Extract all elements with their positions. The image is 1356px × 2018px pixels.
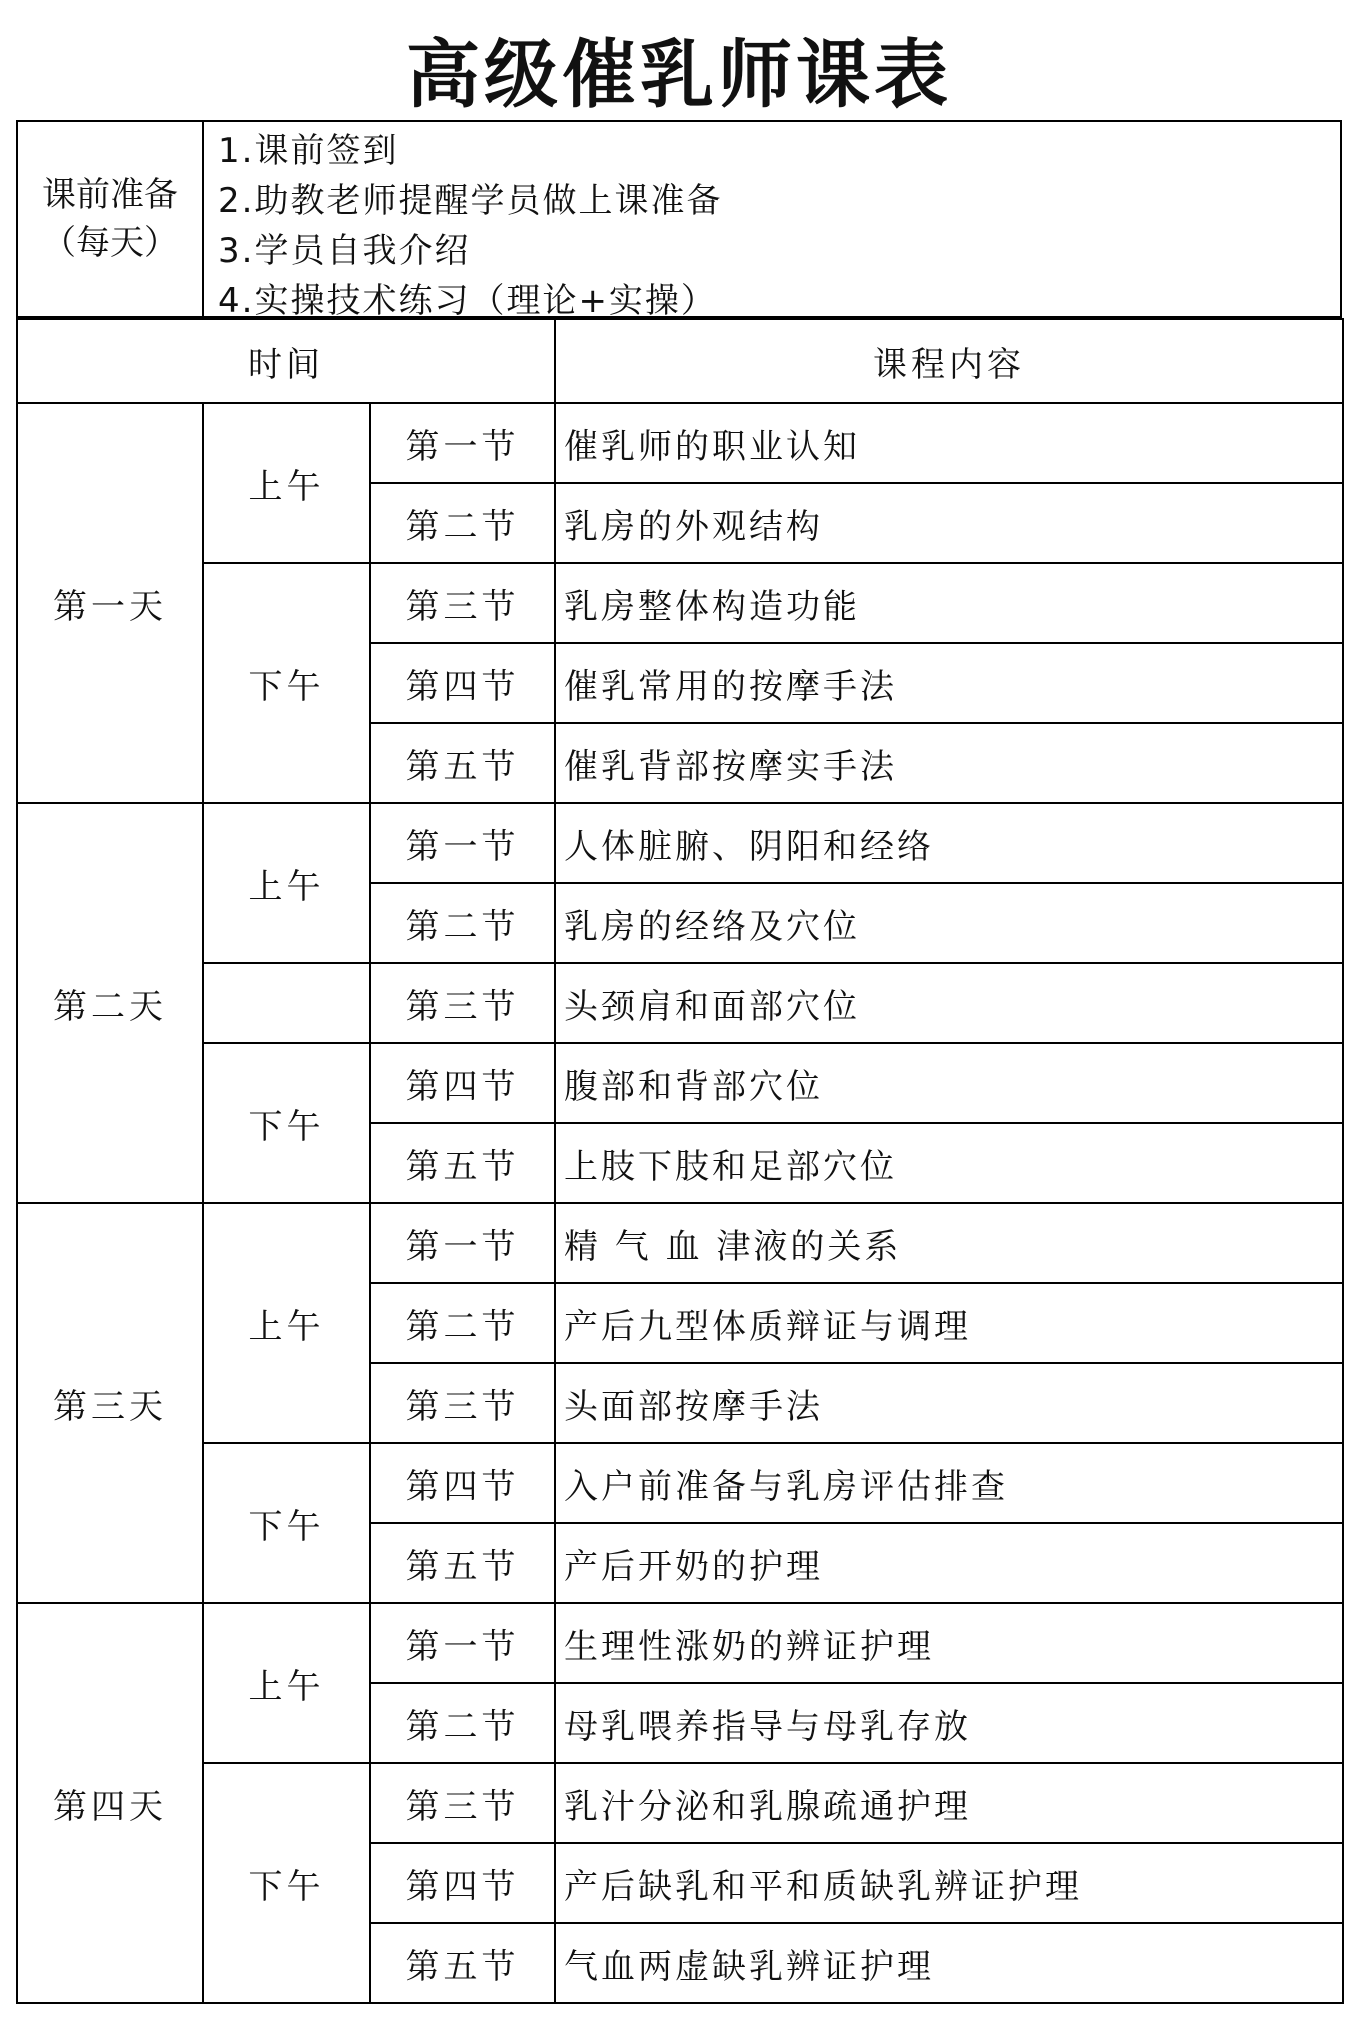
header-time: 时间	[17, 319, 555, 403]
session-label: 第二节	[370, 483, 555, 563]
prep-item: 1.课前签到	[218, 131, 399, 171]
session-content: 催乳师的职业认知	[555, 403, 1343, 483]
session-content: 催乳背部按摩实手法	[555, 723, 1343, 803]
session-content: 腹部和背部穴位	[555, 1043, 1343, 1123]
table-row	[17, 1603, 1343, 1683]
session-content: 人体脏腑、阴阳和经络	[555, 803, 1343, 883]
session-label: 第二节	[370, 883, 555, 963]
prep-item: 3.学员自我介绍	[218, 231, 471, 271]
session-label: 第三节	[370, 1763, 555, 1843]
session-label: 第五节	[370, 1523, 555, 1603]
session-content: 上肢下肢和足部穴位	[555, 1123, 1343, 1203]
session-label: 第五节	[370, 1123, 555, 1203]
period-label: 下午	[203, 1763, 370, 2003]
period-label: 下午	[203, 1043, 370, 1203]
prep-label-line2: （每天）	[42, 223, 178, 263]
session-label: 第三节	[370, 963, 555, 1043]
table-row	[17, 963, 1343, 1043]
session-label: 第一节	[370, 403, 555, 483]
session-label: 第三节	[370, 563, 555, 643]
session-label: 第三节	[370, 1363, 555, 1443]
session-label: 第四节	[370, 1843, 555, 1923]
table-row	[17, 1203, 1343, 1283]
prep-label	[18, 122, 204, 316]
day-label: 第二天	[17, 803, 203, 1203]
header-content: 课程内容	[555, 319, 1343, 403]
session-label: 第二节	[370, 1283, 555, 1363]
session-label: 第二节	[370, 1683, 555, 1763]
period-label: 下午	[203, 563, 370, 803]
header-row	[17, 319, 1343, 403]
page-title: 高级催乳师课表	[16, 18, 1342, 122]
table-row	[17, 403, 1343, 483]
prep-item: 4.实操技术练习（理论+实操）	[218, 281, 717, 321]
session-content: 精 气 血 津液的关系	[555, 1203, 1343, 1283]
session-label: 第四节	[370, 1043, 555, 1123]
session-content: 催乳常用的按摩手法	[555, 643, 1343, 723]
table-row	[17, 563, 1343, 643]
session-content: 头颈肩和面部穴位	[555, 963, 1343, 1043]
session-content: 入户前准备与乳房评估排查	[555, 1443, 1343, 1523]
session-content: 气血两虚缺乳辨证护理	[555, 1923, 1343, 2003]
session-label: 第四节	[370, 643, 555, 723]
session-content: 产后开奶的护理	[555, 1523, 1343, 1603]
session-label: 第四节	[370, 1443, 555, 1523]
table-row	[17, 803, 1343, 883]
prep-item: 2.助教老师提醒学员做上课准备	[218, 181, 723, 221]
prep-list	[218, 126, 722, 326]
day-label: 第一天	[17, 403, 203, 803]
session-label: 第五节	[370, 723, 555, 803]
table-row	[17, 1443, 1343, 1523]
schedule-table	[16, 318, 1344, 2004]
day-label: 第四天	[17, 1603, 203, 2003]
session-content: 产后缺乳和平和质缺乳辨证护理	[555, 1843, 1343, 1923]
table-row	[17, 1043, 1343, 1123]
session-content: 产后九型体质辩证与调理	[555, 1283, 1343, 1363]
session-content: 乳房的外观结构	[555, 483, 1343, 563]
day-label: 第三天	[17, 1203, 203, 1603]
period-label: 上午	[203, 403, 370, 563]
session-content: 生理性涨奶的辨证护理	[555, 1603, 1343, 1683]
session-content: 乳房整体构造功能	[555, 563, 1343, 643]
session-content: 乳汁分泌和乳腺疏通护理	[555, 1763, 1343, 1843]
session-label: 第五节	[370, 1923, 555, 2003]
session-label: 第一节	[370, 1603, 555, 1683]
session-label: 第一节	[370, 803, 555, 883]
schedule-body	[17, 319, 1343, 2003]
period-label: 上午	[203, 1603, 370, 1763]
period-label	[203, 963, 370, 1043]
period-label: 上午	[203, 1203, 370, 1443]
prep-section	[16, 122, 1342, 321]
table-row	[17, 1763, 1343, 1843]
prep-label-line1: 课前准备	[42, 175, 178, 215]
session-content: 头面部按摩手法	[555, 1363, 1343, 1443]
period-label: 下午	[203, 1443, 370, 1603]
period-label: 上午	[203, 803, 370, 963]
session-content: 乳房的经络及穴位	[555, 883, 1343, 963]
session-content: 母乳喂养指导与母乳存放	[555, 1683, 1343, 1763]
session-label: 第一节	[370, 1203, 555, 1283]
